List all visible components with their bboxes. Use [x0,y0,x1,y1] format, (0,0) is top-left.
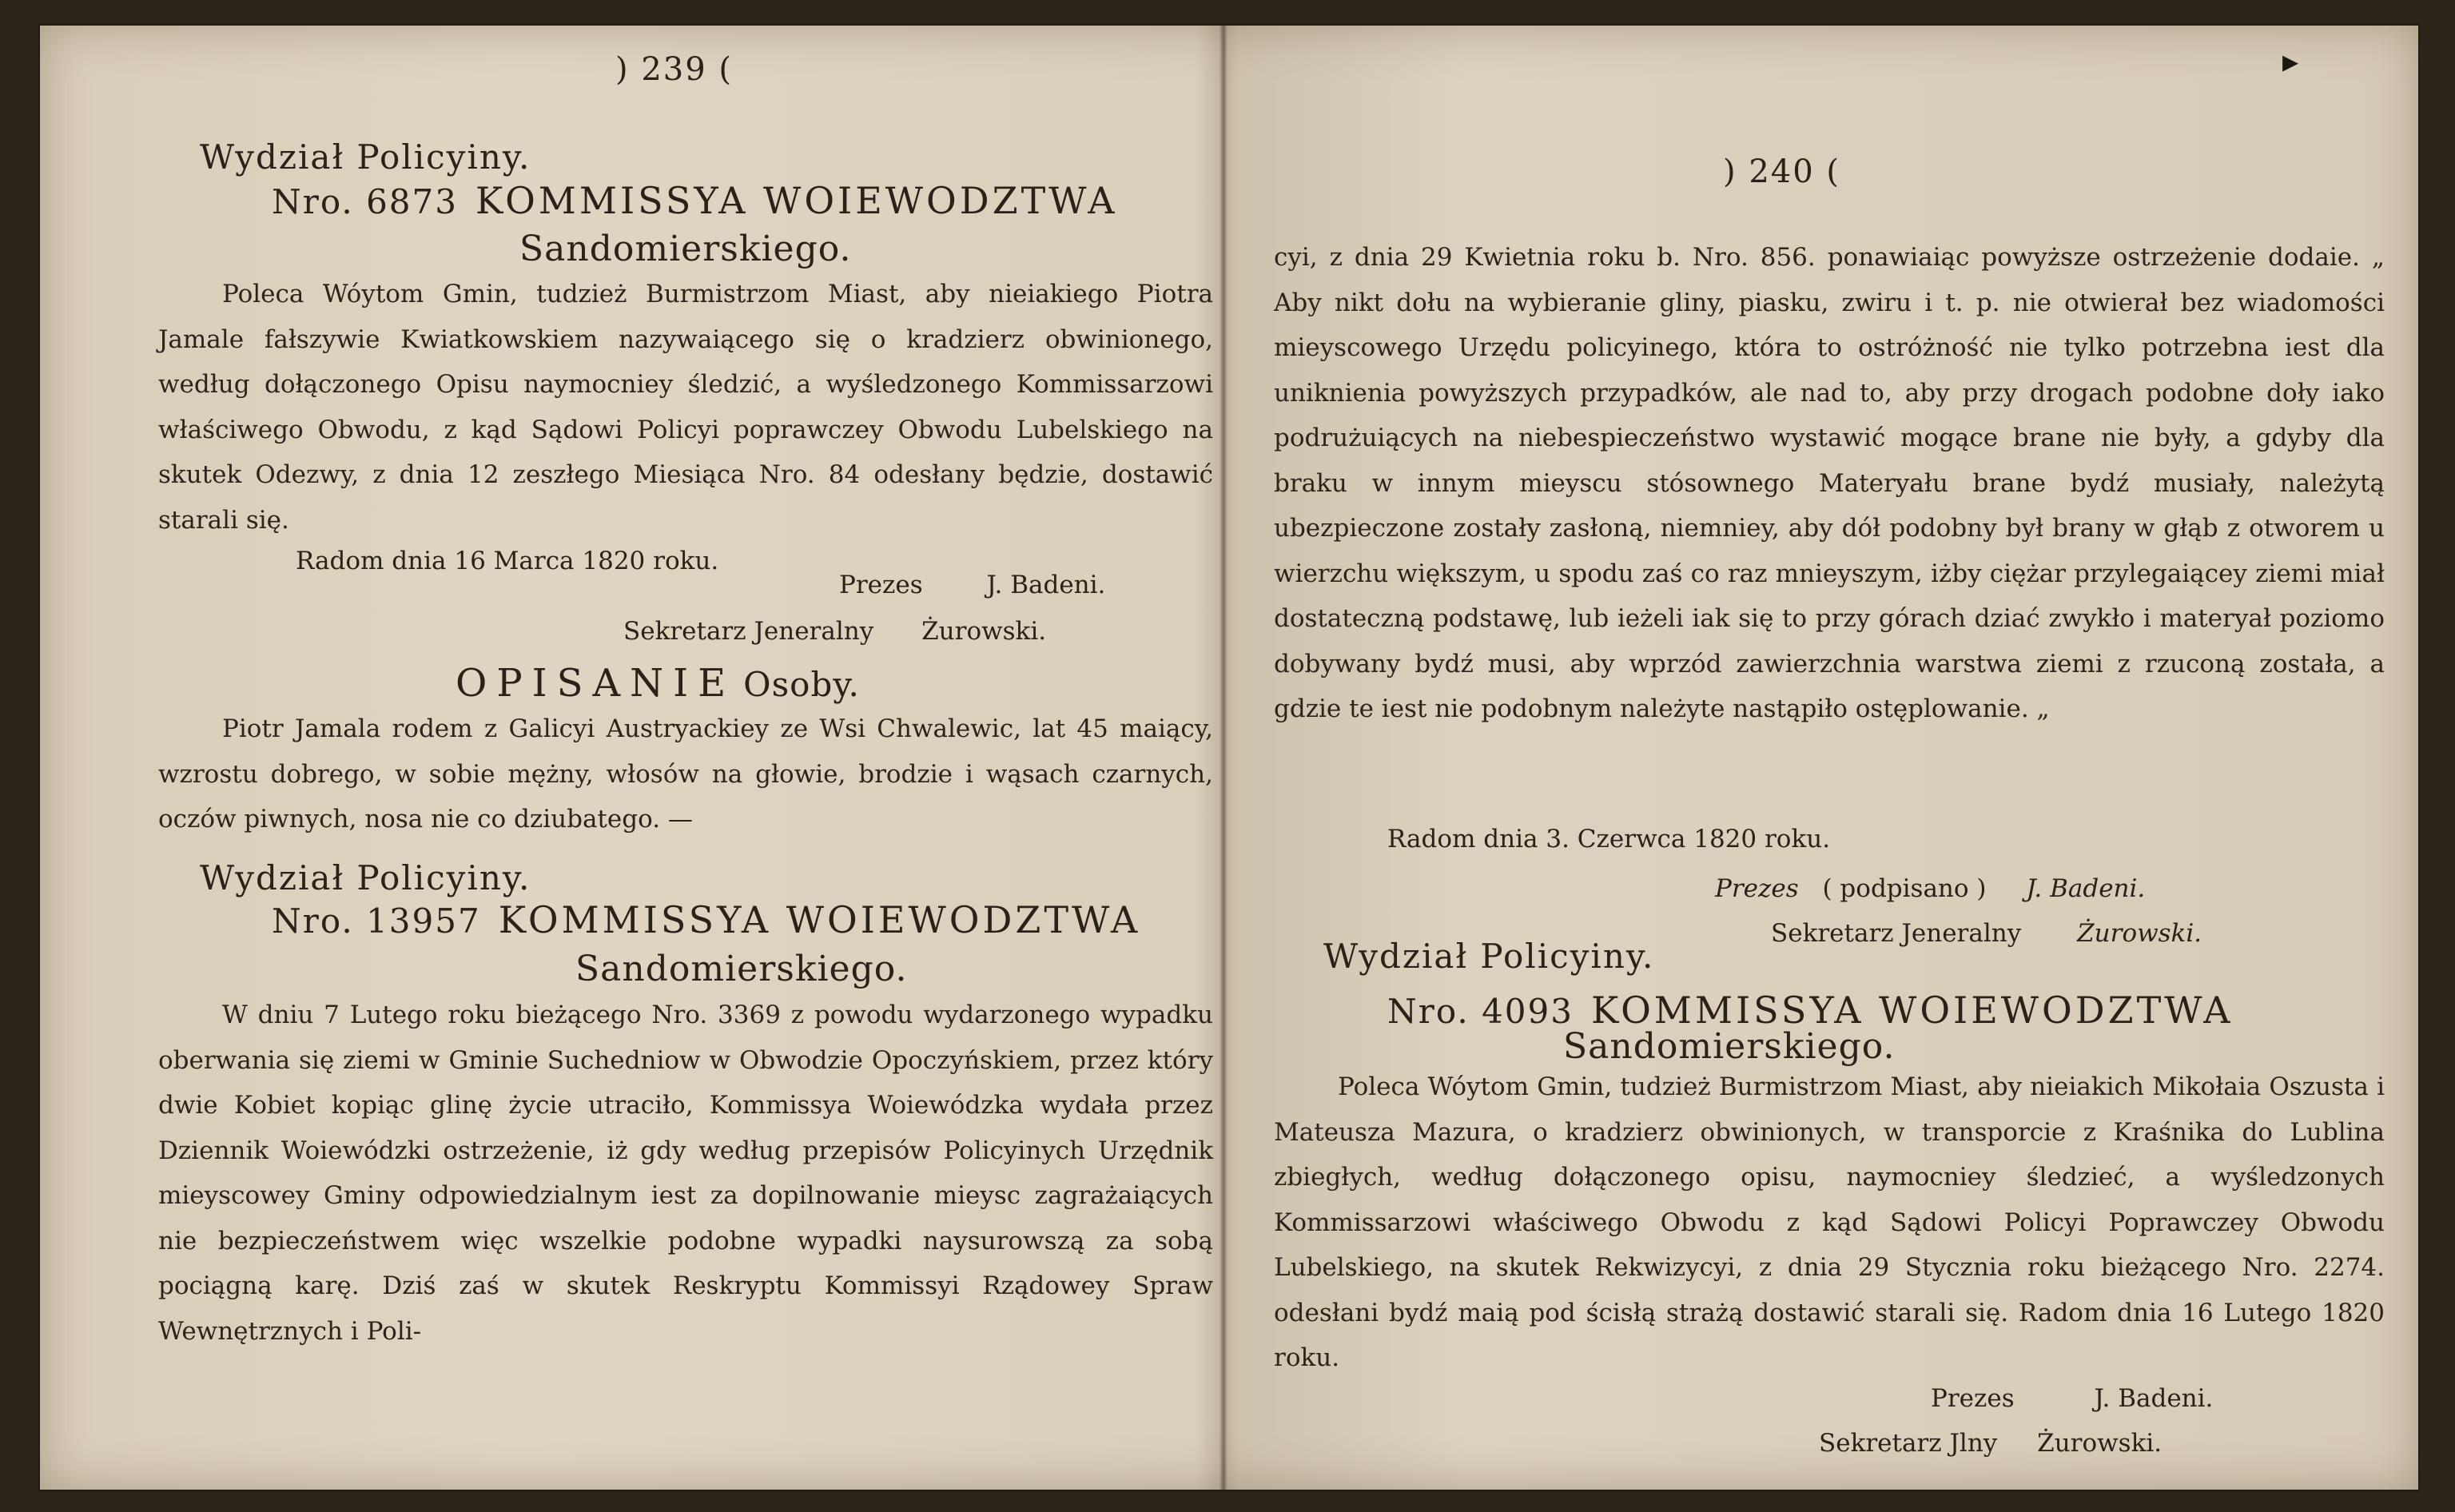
notice1-secretary-title: Sekretarz Jeneralny [623,617,874,646]
continuation-secretary-title: Sekretarz Jeneralny [1771,919,2022,948]
notice1-heading [272,179,1118,222]
notice2-department: Wydział Policyiny. [200,858,531,897]
continuation-secretary-name: Żurowski. [2077,919,2202,948]
continuation-body: cyi, z dnia 29 Kwietnia roku b. Nro. 856. ponawiaiąc powyższe ostrzeżenie dodaie. „ Aby nikt dołu na wybieranie gliny, piasku, zwiru i t. p. nie otwierał bez wiadomości mieyscowego Urzędu policyinego, która to ostróżność nie tylko potrzebna iest dla uniknienia powyższych przypadków, ale nad to, aby przy drogach podobne doły iako podrużuiących na niebespieczeństwo wystawić mogące brane nie były, a gdyby dla braku w innym mieyscu stósownego Materyału brane bydź musiały, należytą ubezpieczone zostały zasłoną, niemniey, aby dół podobny był brany w głąb z otworem u wierzchu większym, u spodu zaś co raz mnieyszym, iżby ciężar przylegaiącey ziemi miał dostateczną podstawę, lub ieżeli iak się to przy górach dziać zwykło i materyał poziomo dobywany bydź musi, aby wprzód zawierzchnia warstwa ziemi z rzuconą została, a gdzie te iest nie podobnym należyte nastąpiło ostęplowanie. „ [1274,243,2385,723]
notice1-president [839,571,1105,599]
notice2-body: W dniu 7 Lutego roku bieżącego Nro. 3369 z powodu wydarzonego wypadku oberwania się ziemi w Gminie Suchedniow w Obwodzie Opoczyńskiem, przez który dwie Kobiet kopiąc glinę życie utraciło, Kommissya Woiewódzka wydała przez Dziennik Woiewódzki ostrzeżenie, iż gdy według przepisów Policyinych Urzędnik mieyscowey Gminy odpowiedzialnym iest za dopilnowanie mieysc zagrażaiących nie bezpieczeństwem więc wszelkie podobne wypadki naysurowszą za sobą pociągną karę. Dziś zaś w skutek Reskryptu Kommissyi Rządowey Spraw Wewnętrznych i Poli- [158,1001,1213,1346]
right-page [1228,26,2418,1490]
notice1-department: Wydział Policyiny. [200,137,531,177]
notice3-president-title: Prezes [1931,1384,2015,1413]
notice2-number: Nro. 13957 [272,901,481,941]
page-number-right: ) 240 ( [1723,153,1840,190]
notice3-secretary-title: Sekretarz Jlny [1819,1429,1998,1458]
book-gutter [1220,26,1228,1490]
page-number-left: ) 239 ( [615,51,733,88]
notice2-region: Sandomierskiego. [575,949,908,989]
notice3-number: Nro. 4093 [1387,992,1574,1031]
notice1-region: Sandomierskiego. [519,229,852,269]
notice2-heading [272,898,1140,941]
notice1-number: Nro. 6873 [272,182,458,221]
continuation-date: Radom dnia 3. Czerwca 1820 roku. [1387,825,1831,853]
continuation-secretary [1771,919,2202,948]
notice1-secretary-name: Żurowski. [921,617,1047,646]
notice3-secretary [1819,1429,2162,1458]
book-spread [38,24,2420,1491]
description-heading [456,661,860,706]
notice3-president-name: J. Badeni. [2094,1384,2214,1413]
notice3-commission: KOMMISSYA WOIEWODZTWA [1590,989,2234,1032]
description-title: OPISANIE [456,661,736,706]
description-title-small: Osoby. [743,665,860,704]
notice3-secretary-name: Żurowski. [2037,1429,2163,1458]
notice3-president [1931,1384,2213,1413]
notice3-department: Wydział Policyiny. [1323,937,1655,976]
notice1-commission: KOMMISSYA WOIEWODZTWA [475,179,1118,222]
notice2-commission: KOMMISSYA WOIEWODZTWA [498,898,1141,941]
notice3-region: Sandomierskiego. [1563,1026,1896,1067]
notice3-body: Poleca Wóytom Gmin, tudzież Burmistrzom Miast, aby nieiakich Mikołaia Oszusta i Mateusza Mazura, o kradzierz obwinionych, w transporcie z Kraśnika do Lublina zbiegłych, według dołączonego opisu, naymocniey śledzieć, a wyśledzonych Kommissarzowi właściwego Obwodu z kąd Sądowi Policyi Poprawczey Obwodu Lubelskiego, na skutek Rekwizycyi, z dnia 29 Stycznia roku bieżącego Nro. 2274. odesłani bydź maią pod ścisłą strażą dostawić starali się. Radom dnia 16 Lutego 1820 roku. [1274,1072,2385,1372]
notice1-secretary [623,617,1046,646]
corner-mark: ▸ [2282,43,2299,80]
continuation-president [1715,874,2145,903]
notice1-date: Radom dnia 16 Marca 1820 roku. [296,547,719,575]
notice1-body: Poleca Wóytom Gmin, tudzież Burmistrzom Miast, aby nieiakiego Piotra Jamale fałszywie Kwiatkowskiem nazywaiącego się o kradzierz obwinionego, według dołączonego Opisu naymocniey śledzić, a wyśledzonego Kommissarzowi właściwego Obwodu, z kąd Sądowi Policyi poprawczey Obwodu Lubelskiego na skutek Odezwy, z dnia 12 zeszłego Miesiąca Nro. 84 odesłany będzie, dostawić starali się. [158,280,1213,535]
left-page [40,26,1220,1490]
notice3-heading [1387,989,2234,1032]
continuation-president-title: Prezes [1715,874,1799,903]
description-body: Piotr Jamala rodem z Galicyi Austryackiey ze Wsi Chwalewic, lat 45 maiący, wzrostu dobrego, w sobie mężny, włosów na głowie, brodzie i wąsach czarnych, oczów piwnych, nosa nie co dziubatego. — [158,714,1213,834]
notice1-president-name: J. Badeni. [986,571,1106,599]
notice1-president-title: Prezes [839,571,923,599]
continuation-president-name: J. Badeni. [2026,874,2146,903]
continuation-signed-note: ( podpisano ) [1822,874,1987,903]
